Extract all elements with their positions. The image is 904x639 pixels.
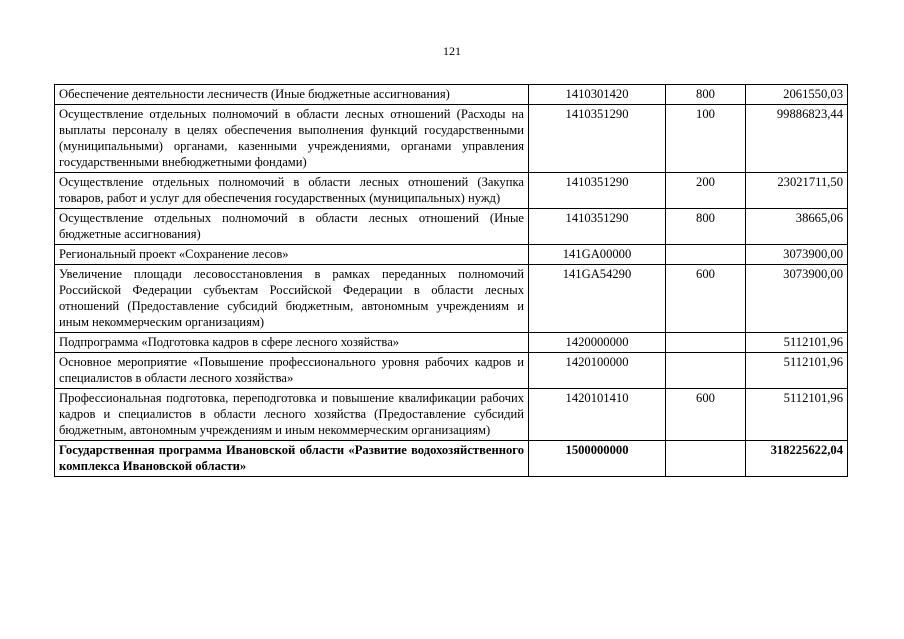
row-description: Основное мероприятие «Повышение профессионального уровня рабочих кадров и специалистов в области лесного хозяйства» xyxy=(55,353,529,389)
table-row xyxy=(55,85,848,105)
page-number: 121 xyxy=(443,44,461,58)
row-amount: 23021711,50 xyxy=(746,173,848,209)
row-amount: 3073900,00 xyxy=(746,265,848,333)
row-description: Обеспечение деятельности лесничеств (Иные бюджетные ассигнования) xyxy=(55,85,529,105)
row-amount: 5112101,96 xyxy=(746,389,848,441)
row-code: 1410351290 xyxy=(529,173,666,209)
row-code: 141GA00000 xyxy=(529,245,666,265)
row-code: 1410351290 xyxy=(529,105,666,173)
row-expense-type xyxy=(666,441,746,477)
row-expense-type xyxy=(666,245,746,265)
row-description: Осуществление отдельных полномочий в области лесных отношений (Закупка товаров, работ и услуг для обеспечения государственных (муниципальных) нужд) xyxy=(55,173,529,209)
row-expense-type: 600 xyxy=(666,265,746,333)
row-code: 1420100000 xyxy=(529,353,666,389)
table-row xyxy=(55,245,848,265)
table-row xyxy=(55,209,848,245)
row-description: Осуществление отдельных полномочий в области лесных отношений (Иные бюджетные ассигнования) xyxy=(55,209,529,245)
row-amount: 99886823,44 xyxy=(746,105,848,173)
row-code: 141GA54290 xyxy=(529,265,666,333)
row-description: Подпрограмма «Подготовка кадров в сфере лесного хозяйства» xyxy=(55,333,529,353)
table-row xyxy=(55,265,848,333)
table-row xyxy=(55,105,848,173)
row-expense-type: 800 xyxy=(666,85,746,105)
row-code: 1410301420 xyxy=(529,85,666,105)
row-amount: 38665,06 xyxy=(746,209,848,245)
row-amount: 5112101,96 xyxy=(746,333,848,353)
row-description: Профессиональная подготовка, переподготовка и повышение квалификации рабочих кадров и специалистов в области лесного хозяйства (Предоставление субсидий бюджетным, автономным учреждениям и иным некоммерческим организациям) xyxy=(55,389,529,441)
table-row xyxy=(55,389,848,441)
row-expense-type xyxy=(666,353,746,389)
row-code: 1420101410 xyxy=(529,389,666,441)
row-expense-type: 800 xyxy=(666,209,746,245)
row-expense-type: 100 xyxy=(666,105,746,173)
row-description: Увеличение площади лесовосстановления в рамках переданных полномочий Российской Федерации субъектам Российской Федерации в области лесных отношений (Предоставление субсидий бюджетным, автономным учреждениям и иным некоммерческим организациям) xyxy=(55,265,529,333)
row-expense-type xyxy=(666,333,746,353)
budget-table xyxy=(54,84,848,477)
row-description: Осуществление отдельных полномочий в области лесных отношений (Расходы на выплаты персоналу в целях обеспечения выполнения функций государственными (муниципальными) органами, казенными учреждениями, органами управления государственными внебюджетными фондами) xyxy=(55,105,529,173)
row-amount: 318225622,04 xyxy=(746,441,848,477)
row-expense-type: 200 xyxy=(666,173,746,209)
row-expense-type: 600 xyxy=(666,389,746,441)
row-code: 1410351290 xyxy=(529,209,666,245)
row-code: 1420000000 xyxy=(529,333,666,353)
row-code: 1500000000 xyxy=(529,441,666,477)
row-description: Региональный проект «Сохранение лесов» xyxy=(55,245,529,265)
table-row xyxy=(55,173,848,209)
row-amount: 5112101,96 xyxy=(746,353,848,389)
table-row-program-total xyxy=(55,441,848,477)
table-row xyxy=(55,333,848,353)
row-amount: 3073900,00 xyxy=(746,245,848,265)
table-row xyxy=(55,353,848,389)
row-amount: 2061550,03 xyxy=(746,85,848,105)
row-description: Государственная программа Ивановской области «Развитие водохозяйственного комплекса Ивановской области» xyxy=(55,441,529,477)
